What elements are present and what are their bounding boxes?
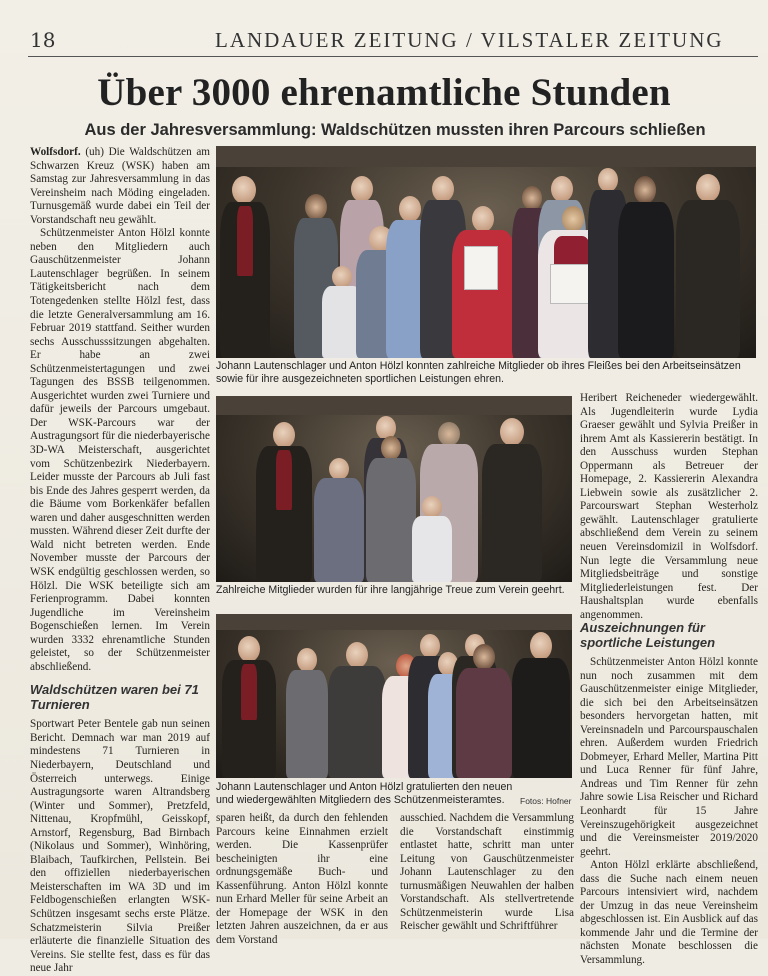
section-subhead: Auszeichnungen für sportliche Leistungen bbox=[580, 620, 716, 650]
certificate bbox=[550, 264, 590, 304]
article-column-bottom-1: sparen heißt, da durch den fehlenden Parcours keine Einnahmen erzielt werden. Die Kassenprüfer bescheinigten ihr eine ordnungsgemäße Buch- und Kassenführung. Anton Hölzl konnte nun Erhard Meller für seine Arbeit an der Homepage der WSK in den letzten Jahren auszeichnen, da er aus dem Vorstand bbox=[216, 812, 388, 946]
photo-caption: Zahlreiche Mitglieder wurden für ihre langjährige Treue zum Verein geehrt. bbox=[216, 584, 565, 596]
person-figure bbox=[618, 176, 674, 358]
article-column-right-lower bbox=[580, 620, 758, 967]
photo-credit: Fotos: Hofner bbox=[520, 796, 572, 806]
photo-group-large bbox=[216, 146, 756, 358]
page-number: 18 bbox=[30, 28, 56, 52]
article-column-left bbox=[30, 146, 210, 975]
photo-caption: Johann Lautenschlager und Anton Hölzl gratulierten den neuen und wiedergewählten Mitgliedern des Schützenmeisteramtes. bbox=[216, 781, 513, 806]
subheadline: Aus der Jahresversammlung: Waldschützen mussten ihren Parcours schließen bbox=[84, 121, 706, 139]
article-paragraph: Wolfsdorf. (uh) Die Waldschützen am Schwarzen Kreuz (WSK) haben am Samstag zur Jahresversammlung in das Vereinsheim nach Möding eingeladen. Turnusgemäß wurde dabei ein Teil der Vorstandschaft neu gewählt. bbox=[30, 146, 210, 226]
person-figure bbox=[314, 458, 364, 582]
certificate bbox=[464, 246, 498, 290]
article-paragraph: Heribert Reicheneder wiedergewählt. Als Jugendleiterin wurde Lydia Graeser gewählt und Sylvia Preißer in ihrem Amt als Kassiererin bestätigt. In den Ausschuss wurden Stephan Oppermann als Betreuer der Homepage, 2. Kassiererin Alexandra Liebwein sowie als zusätzlicher 2. Parcourswart Stephan Westerholz gewählt. Lautenschlager gratulierte abschließend dem Verein zu seinem neuen Vereinsdomizil in Wolfsdorf. Nun legte die Versammlung neue Mitgliedsbeiträge und sonstige Mitgliederleistungen fest. Der Haushaltsplan wurde ebenfalls angenommen. bbox=[580, 392, 758, 621]
photo-long-service bbox=[216, 396, 572, 582]
person-figure bbox=[456, 644, 512, 778]
newspaper-name: LANDAUER ZEITUNG / VILSTALER ZEITUNG bbox=[215, 28, 724, 52]
person-figure bbox=[676, 174, 740, 358]
article-bottom-columns bbox=[216, 812, 578, 946]
photo-caption: Johann Lautenschlager und Anton Hölzl konnten zahlreiche Mitglieder ob ihres Fleißes bei den Arbeitseinsätzen sowie für ihre ausgezeichneten sportlichen Leistungen ehren. bbox=[216, 360, 741, 385]
person-figure bbox=[482, 418, 542, 582]
article-column-right bbox=[580, 392, 758, 632]
person-figure bbox=[512, 632, 570, 778]
section-subhead: Waldschützen waren bei 71 Turnieren bbox=[30, 682, 199, 713]
person-figure bbox=[222, 636, 276, 778]
person-figure bbox=[412, 496, 452, 582]
article-paragraph: Sportwart Peter Bentele gab nun seinen Bericht. Demnach war man 2019 auf mindestens 71 Turnieren in Niederbayern, Deutschland und Österreich unterwegs. Einige Austragungsorte waren Altrandsberg (Winter und Sommer), Pretzfeld, Nittenau, Kropfmühl, Geisskopf, Arnstorf, Regensburg, Bad Birnbach (Nikolaus und Sommer), Winhöring, Blaibach, Taufkirchen, Pellstein. Bei den offiziellen niederbayerischen Meisterschaften im WA 3D und im Feldbogenschießen erlangten WSK-Schützen insgesamt sechs erste Plätze. Schatzmeisterin Silvia Preißer erläuterte die finanzielle Situation des Vereins. Sie stellte fest, dass es für das neue Jahr bbox=[30, 718, 210, 975]
article-paragraph: Anton Hölzl erklärte abschließend, dass die Suche nach einem neuen Parcours intensiviert wird, nachdem der Umzug in das neue Vereinsheim abgeschlossen ist. Ein Ausblick auf das kommende Jahr und die Termine der nächsten Monate beschlossen die Versammlung. bbox=[580, 859, 758, 967]
article-paragraph: Schützenmeister Anton Hölzl konnte neben den Mitgliedern auch Gauschützenmeister Johann Lautenschlager begrüßen. In seinem Tätigkeitsbericht nach dem Totengedenken stellte Hölzl fest, dass die letzte Generalversammlung am 16. Februar 2019 stattfand. Seither wurden sechs Ausschusssitzungen abgehalten. Er habe an zwei Schützenmeistertagungen und zwei Tagungen des BSSB teilgenommen. Ausgerichtet wurden zwei Turniere und dafür jeweils der Parcours umgebaut. Der WSK-Parcours war der Austragungsort für die niederbayerische 3D-WA Meisterschaft, ausgerichtet vom Schützenbezirk Niederbayern. Leider musste der Parcours ab Juli fast bis Ende des Jahres gesperrt werden, da die Bäume vom Borkenkäfer befallen waren und daher ausgeschnitten werden mussten. Während dieser Zeit durfte der Wald nicht betreten werden. Ende November musste der Parcours der WSK endgültig geschlossen werden, so Hölzl. Die WSK beteiligte sich am Ferienprogramm. Dabei konnten Jugendliche im Vereinsheim Bogenschießen lernen. Im Verein wurden 3332 ehrenamtliche Stunden geleistet, so der Schützenmeister abschließend. bbox=[30, 227, 210, 673]
person-figure bbox=[328, 642, 386, 778]
person-figure bbox=[366, 436, 416, 582]
photo-board-members bbox=[216, 614, 572, 778]
person-figure bbox=[256, 422, 312, 582]
article-column-bottom-2: ausschied. Nachdem die Versammlung die Vorstandschaft einstimmig entlastet hatte, schritt man unter Leitung von Gauschützenmeister Johann Lautenschlager zu den turnusmäßigen Neuwahlen der halben Vorstandschaft. Als stellvertretende Schützenmeisterin wurde Lisa Reischer gewählt und Schriftführer bbox=[400, 812, 574, 933]
person-figure bbox=[286, 648, 328, 778]
person-figure bbox=[220, 176, 270, 358]
header-divider bbox=[28, 56, 758, 57]
headline: Über 3000 ehrenamtliche Stunden bbox=[97, 71, 671, 114]
dateline: Wolfsdorf. bbox=[30, 146, 81, 158]
article-paragraph: Schützenmeister Anton Hölzl konnte nun noch zusammen mit dem Gauschützenmeister einige Mitglieder, die sich bei den Arbeitseinsätzen besonders hervorgetan hatten, mit Vereinsnadeln und Parcourspauschalen ehren. Außerdem wurden Friedrich Dobmeyer, Erhard Meller, Martina Pitt und Luca Renner für fünf Jahre, Andreas und Tim Renner für zehn Jahre sowie Lisa Reischer und Richard Leonhardt für 15 Jahre Vereinszugehörigkeit ausgezeichnet und die Vereinsmeister 2019/2020 geehrt. bbox=[580, 656, 758, 858]
